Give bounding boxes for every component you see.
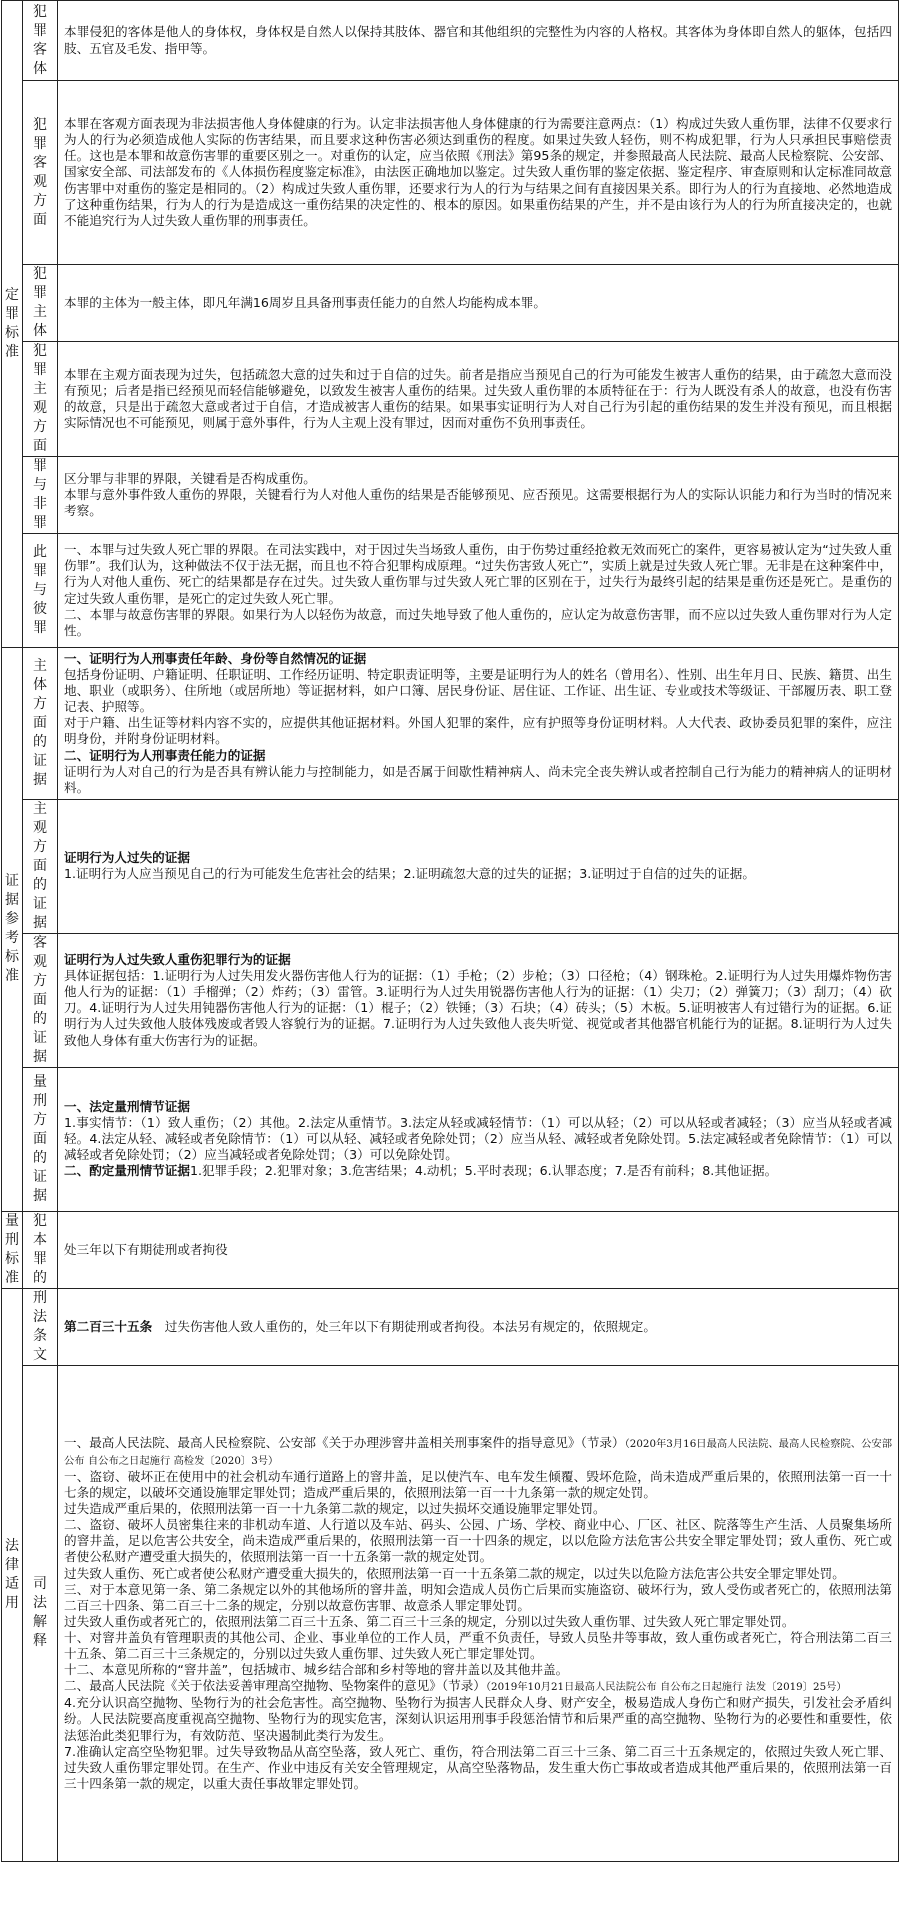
table-row: [2, 933, 899, 1067]
paragraph: [64, 1582, 892, 1614]
row-content: [58, 342, 899, 457]
paragraph-text: 7.准确认定高空坠物犯罪。过失导致物品从高空坠落，致人死亡、重伤，符合刑法第二百三十三条、第二百三十五条规定的，依照过失致人死亡罪、过失致人重伤罪定罪处罚。在生产、作业中违反有关安全管理规定，从高空坠落物品，发生重大伤亡事故或者造成其他严重后果的，依照刑法第一百三十四条第一款的规定，以重大责任事故罪定罪处罚。: [64, 1743, 892, 1791]
paragraph: [64, 850, 892, 866]
paragraph: [64, 367, 892, 431]
section-title-text: 证据参考标准: [5, 873, 19, 985]
paragraph: [64, 667, 892, 715]
paragraph: [64, 24, 892, 56]
paragraph-text: 十、对窨井盖负有管理职责的其他公司、企业、事业单位的工作人员，严重不负责任，导致人员坠井等事故，致人重伤或者死亡，符合刑法第二百三十五条、第二百三十三条规定的，分别以过失致人重伤罪、过失致人死亡罪定罪处罚。: [64, 1629, 892, 1662]
row-label: [23, 457, 58, 534]
row-label: [23, 81, 58, 265]
paragraph-note: （2019年10月21日最高人民法院公布 自公布之日起施行 法发〔2019〕25号）: [485, 1681, 847, 1694]
paragraph: [64, 1517, 892, 1565]
criteria-table: [1, 0, 899, 1862]
section-title: [2, 1, 23, 648]
paragraph-text: 过失致人重伤、死亡或者使公私财产遭受重大损失的，依照刑法第一百一十五条第二款的规定，以过失以危险方法危害公共安全罪定罪处罚。: [64, 1565, 845, 1581]
row-label: [23, 534, 58, 648]
section-title: [2, 648, 23, 1212]
row-label: [23, 1365, 58, 1861]
row-label-text: 主体方面的证据: [33, 657, 47, 788]
paragraph-text: 二、证明行为人刑事责任能力的证据: [64, 747, 266, 763]
row-label-text: 罪与非罪: [33, 458, 47, 531]
paragraph-note: （2020年3月16日最高人民法院、最高人民检察院、公安部公布 自公布之日起施行 高检发〔2020〕3号）: [64, 1437, 892, 1467]
paragraph-text: 1.证明行为人应当预见自己的行为可能发生危害社会的结果；2.证明疏忽大意的过失的证据；3.证明过于自信的过失的证据。: [64, 866, 755, 882]
row-label-text: 量刑方面的证据: [33, 1073, 47, 1204]
row-content: [58, 1365, 899, 1861]
paragraph: [64, 1435, 892, 1469]
paragraph-tail: 1.犯罪手段；2.犯罪对象；3.危害结果；4.动机；5.平时表现；6.认罪态度；7.是否有前科；8.其他证据。: [189, 1163, 778, 1179]
paragraph-text: 一、盗窃、破坏正在使用中的社会机动车通行道路上的窨井盖，足以使汽车、电车发生倾覆、毁坏危险，尚未造成严重后果的，依照刑法第一百一十七条的规定，以破坏交通设施罪定罪处罚；造成严重后果的，依照刑法第一百一十九条第一款的规定处罚。: [64, 1469, 892, 1501]
paragraph-text: 第二百三十五条: [64, 1318, 153, 1334]
section-title: [2, 1211, 23, 1288]
table-row: [2, 1365, 899, 1861]
table-row: [2, 265, 899, 342]
paragraph: [64, 1566, 892, 1582]
row-content: [58, 81, 899, 265]
row-label: [23, 1211, 58, 1288]
paragraph: [64, 651, 892, 667]
paragraph: [64, 715, 892, 747]
paragraph-text: 证明行为人过失致人重伤犯罪行为的证据: [64, 952, 291, 968]
table-row: [2, 342, 899, 457]
paragraph: [64, 1469, 892, 1501]
paragraph-text: 本罪在主观方面表现为过失，包括疏忽大意的过失和过于自信的过失。前者是指应当预见自己的行为可能发生被害人重伤的结果，由于疏忽大意而没有预见；后者是指已经预见而轻信能够避免，以致发生被害人重伤的结果。过失致人重伤罪的本质特征在于：行为人既没有杀人的故意，也没有伤害的故意，只是出于疏忽大意或者过于自信，才造成被害人重伤的结果。如果事实证明行为人对自己行为引起的重伤结果的发生并没有预见，而且根据实际情况也不可能预见，则属于意外事件，行为人主观上没有罪过，因而对重伤不负刑事责任。: [64, 366, 892, 431]
paragraph: [64, 952, 892, 968]
row-content: [58, 457, 899, 534]
paragraph: [64, 1242, 892, 1258]
paragraph-text: 证明行为人对自己的行为是否具有辨认能力与控制能力，如是否属于间歇性精神病人、尚未完全丧失辨认或者控制自己行为能力的精神病人的证明材料。: [64, 763, 892, 795]
row-label-text: 此罪与彼罪: [33, 544, 47, 636]
section-title-text: 量刑标准: [5, 1212, 19, 1286]
paragraph: [64, 866, 892, 882]
row-label-text: 司法解释: [33, 1576, 47, 1650]
row-content: [58, 1, 899, 81]
row-label-text: 犯本罪的: [33, 1212, 47, 1286]
row-label: [23, 648, 58, 800]
paragraph-text: 过失造成严重后果的，依照刑法第一百一十九条第二款的规定，以过失损坏交通设施罪定罪处罚。: [64, 1501, 606, 1517]
paragraph: [64, 1115, 892, 1163]
paragraph: [64, 968, 892, 1048]
row-label: [23, 1, 58, 81]
row-content: [58, 265, 899, 342]
row-label: [23, 799, 58, 933]
paragraph: [64, 1163, 892, 1179]
row-content: [58, 1067, 899, 1211]
paragraph: [64, 487, 892, 519]
row-content: [58, 933, 899, 1067]
paragraph-text: 本罪的主体为一般主体，即凡年满16周岁且具备刑事责任能力的自然人均能构成本罪。: [64, 294, 546, 310]
paragraph-text: 二、盗窃、破坏人员密集往来的非机动车道、人行道以及车站、码头、公园、广场、学校、商业中心、厂区、社区、院落等生产生活、人员聚集场所的窨井盖，足以危害公共安全，尚未造成严重后果的，依照刑法第一百一十四条的规定，以以危险方法危害公共安全罪定罪处罚；致人重伤、死亡或者使公私财产遭受重大损失的，依照刑法第一百一十五条第一款的规定处罚。: [64, 1517, 892, 1565]
table-row: [2, 1, 899, 81]
paragraph-text: 一、法定量刑情节证据: [64, 1099, 190, 1115]
paragraph: [64, 1614, 892, 1630]
paragraph: [64, 1662, 892, 1678]
section-title-text: 法律适用: [5, 1537, 19, 1611]
paragraph-text: 本罪在客观方面表现为非法损害他人身体健康的行为。认定非法损害他人身体健康的行为需要注意两点：（1）构成过失致人重伤罪，法律不仅要求行为人的行为必须造成他人实际的伤害结果，而且要求这种伤害必须达到重伤的程度。如果过失致人轻伤，则不构成犯罪，行为人只承担民事赔偿责任。这也是本罪和故意伤害罪的重要区别之一。对重伤的认定，应当依照《刑法》第95条的规定，并参照最高人民法院、最高人民检察院、公安部、国家安全部、司法部发布的《人体损伤程度鉴定标准》，由法医正确地加以鉴定。过失致人重伤罪的鉴定依据、鉴定程序、审查原则和认定标准同故意伤害罪中对重伤的鉴定是相同的。（2）构成过失致人重伤罪，还要求行为人的行为与结果之间有直接因果关系。即行为人的行为直接地、必然地造成了这种重伤结果，行为人的行为是造成这一重伤结果的决定性的、根本的原因。如果重伤结果的产生，并不是由该行为人的行为所直接决定的，也就不能追究行为人过失致人重伤罪的刑事责任。: [64, 116, 892, 228]
paragraph-text: 证明行为人过失的证据: [64, 850, 190, 866]
row-label: [23, 1288, 58, 1365]
paragraph-text: 一、最高人民法院、最高人民检察院、公安部《关于办理涉窨井盖相关刑事案件的指导意见》（节录）: [64, 1434, 625, 1450]
table-row: [2, 648, 899, 800]
row-content: [58, 1288, 899, 1365]
row-label-text: 主观方面的证据: [33, 800, 47, 931]
row-label-text: 犯罪客观方面: [33, 116, 47, 228]
paragraph: [64, 1630, 892, 1662]
paragraph-text: 1.事实情节：（1）致人重伤；（2）其他。2.法定从重情节。3.法定从轻或减轻情节：（1）可以从轻；（2）可以从轻或者减轻；（3）应当从轻或者减轻。4.法定从轻、减轻或者免除情节：（1）可以从轻、减轻或者免除处罚；（2）应当从轻、减轻或者免除处罚。5.法定减轻或者免除情节：（1）可以减轻或者免除处罚；（2）应当减轻或者免除处罚；（3）可以免除处罚。: [64, 1115, 892, 1163]
paragraph: [64, 542, 892, 606]
table-row: [2, 1067, 899, 1211]
row-label-text: 犯罪主观方面: [33, 343, 47, 454]
row-content: [58, 648, 899, 800]
paragraph: [64, 764, 892, 796]
paragraph-text: 对于户籍、出生证等材料内容不实的，应提供其他证据材料。外国人犯罪的案件，应有护照等身份证明材料。人大代表、政协委员犯罪的案件，应注明身份，并附身份证明材料。: [64, 715, 892, 747]
row-content: [58, 799, 899, 933]
paragraph-text: 过失致人重伤或者死亡的，依照刑法第二百三十五条、第二百三十三条的规定，分别以过失致人重伤罪、过失致人死亡罪定罪处罚。: [64, 1613, 795, 1629]
paragraph-text: 二、酌定量刑情节证据: [64, 1163, 190, 1179]
paragraph: [64, 116, 892, 229]
paragraph-text: 包括身份证明、户籍证明、任职证明、工作经历证明、特定职责证明等，主要是证明行为人的姓名（曾用名）、性别、出生年月日、民族、籍贯、出生地、职业（或职务）、住所地（或居所地）等证据材料，如户口簿、居民身份证、居住证、工作证、出生证、专业或技术等级证、干部履历表、职工登记表、护照等。: [64, 667, 892, 715]
row-content: [58, 1211, 899, 1288]
table-row: [2, 534, 899, 648]
paragraph: [64, 1501, 892, 1517]
row-label: [23, 933, 58, 1067]
paragraph-text: 三、对于本意见第一条、第二条规定以外的其他场所的窨井盖，明知会造成人员伤亡后果而实施盗窃、破坏行为，致人受伤或者死亡的，依照刑法第二百三十四条、第二百三十二条的规定，分别以故意伤害罪、故意杀人罪定罪处罚。: [64, 1581, 892, 1613]
paragraph-text: 十二、本意见所称的“窨井盖”，包括城市、城乡结合部和乡村等地的窨井盖以及其他井盖。: [64, 1662, 569, 1678]
paragraph-text: 处三年以下有期徒刑或者拘役: [64, 1241, 228, 1257]
paragraph: [64, 1319, 892, 1335]
paragraph-text: 具体证据包括：1.证明行为人过失用发火器伤害他人行为的证据：（1）手枪；（2）步枪；（3）口径枪；（4）钢珠枪。2.证明行为人过失用爆炸物伤害他人行为的证据：（1）手榴弹；（2）炸药；（3）雷管。3.证明行为人过失用锐器伤害他人行为的证据：（1）尖刀；（2）弹簧刀；（3）刮刀；（4）砍刀。4.证明行为人过失用钝器伤害他人行为的证据：（1）棍子；（2）铁锤；（3）石块；（4）砖头；（5）木板。5.证明被害人有过错行为的证据。6.证明行为人过失致他人肢体残废或者毁人容貌行为的证据。7.证明行为人过失致他人丧失听觉、视觉或者其他器官机能行为的证据。8.证明行为人过失致他人身体有重大伤害行为的证据。: [64, 968, 892, 1048]
row-label-text: 犯罪客体: [33, 3, 47, 77]
row-content: [58, 534, 899, 648]
table-row: [2, 457, 899, 534]
paragraph-tail: 过失伤害他人致人重伤的，处三年以下有期徒刑或者拘役。本法另有规定的，依照规定。: [152, 1318, 656, 1334]
section-title-text: 定罪标准: [5, 287, 19, 360]
paragraph: [64, 607, 892, 639]
paragraph: [64, 748, 892, 764]
paragraph-text: 4.充分认识高空抛物、坠物行为的社会危害性。高空抛物、坠物行为损害人民群众人身、财产安全，极易造成人身伤亡和财产损失，引发社会矛盾纠纷。人民法院要高度重视高空抛物、坠物行为的现实危害，深刻认识运用刑事手段惩治情节和后果严重的高空抛物、坠物行为的必要性和重要性，依法惩治此类犯罪行为，有效防范、坚决遏制此类行为发生。: [64, 1695, 892, 1743]
paragraph-text: 二、本罪与故意伤害罪的界限。如果行为人以轻伤为故意，而过失地导致了他人重伤的，应认定为故意伤害罪，而不应以过失致人重伤罪对行为人定性。: [64, 606, 892, 638]
section-title: [2, 1288, 23, 1861]
table-row: [2, 81, 899, 265]
row-label-text: 刑法条文: [33, 1289, 47, 1363]
row-label: [23, 1067, 58, 1211]
paragraph-text: 本罪与意外事件致人重伤的界限，关键看行为人对他人重伤的结果是否能够预见、应否预见。这需要根据行为人的实际认识能力和行为当时的情况来考察。: [64, 486, 892, 519]
paragraph-text: 一、本罪与过失致人死亡罪的界限。在司法实践中，对于因过失当场致人重伤，由于伤势过重经抢救无效而死亡的案件，更容易被认定为“过失致人重伤罪”。我们认为，这种做法不仅于法无据，而且也不符合犯罪构成原理。“过失伤害致人死亡”，实质上就是过失致人死亡罪。无非是在这种案件中，行为人对他人重伤、死亡的结果都是存在过失。过失致人重伤罪与过失致人死亡罪的区别在于，过失行为最终引起的结果是重伤还是死亡。是重伤的定过失致人重伤罪，是死亡的定过失致人死亡罪。: [64, 542, 892, 606]
table-row: [2, 799, 899, 933]
row-label: [23, 265, 58, 342]
row-label-text: 犯罪主体: [33, 266, 47, 339]
paragraph: [64, 1744, 892, 1792]
paragraph: [64, 471, 892, 487]
paragraph-text: 一、证明行为人刑事责任年龄、身份等自然情况的证据: [64, 651, 367, 666]
row-label: [23, 342, 58, 457]
paragraph-text: 二、最高人民法院《关于依法妥善审理高空抛物、坠物案件的意见》（节录）: [64, 1678, 486, 1694]
table-row: [2, 1288, 899, 1365]
paragraph-text: 区分罪与非罪的界限，关键看是否构成重伤。: [64, 470, 316, 486]
table-row: [2, 1211, 899, 1288]
paragraph: [64, 1099, 892, 1115]
paragraph-text: 本罪侵犯的客体是他人的身体权，身体权是自然人以保持其肢体、器官和其他组织的完整性为内容的人格权。其客体为身体即自然人的躯体，包括四肢、五官及毛发、指甲等。: [64, 24, 892, 56]
paragraph: [64, 295, 892, 311]
paragraph: [64, 1695, 892, 1743]
paragraph: [64, 1678, 892, 1695]
row-label-text: 客观方面的证据: [33, 934, 47, 1065]
